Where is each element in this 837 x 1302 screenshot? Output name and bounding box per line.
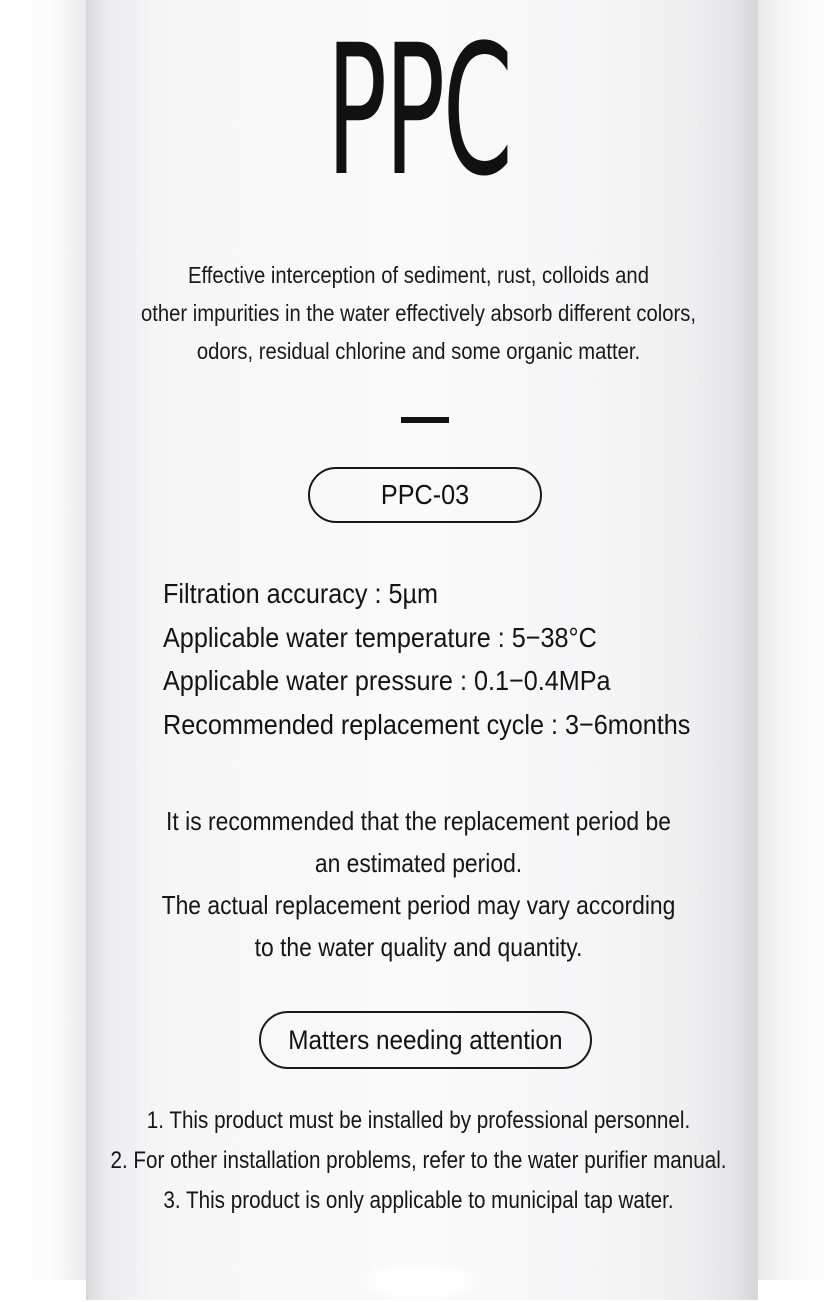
- attention-item: 2. For other installation problems, refer to the water purifier manual.: [110, 1147, 727, 1174]
- description-line: Effective interception of sediment, rust, colloids and: [188, 262, 649, 288]
- attention-list: [59, 1101, 779, 1221]
- spec-water-temperature: Applicable water temperature : 5−38°C: [163, 621, 597, 653]
- note-line: It is recommended that the replacement period be: [166, 806, 671, 836]
- spec-water-pressure: Applicable water pressure : 0.1−0.4MPa: [163, 665, 611, 696]
- spec-list: [163, 572, 690, 746]
- note-line: The actual replacement period may vary according: [161, 890, 676, 920]
- model-label: PPC-03: [380, 479, 470, 510]
- model-badge: [308, 467, 542, 523]
- note-line: an estimated period.: [314, 848, 523, 878]
- attention-label: Matters needing attention: [288, 1025, 563, 1055]
- spec-replacement-cycle: Recommended replacement cycle : 3−6months: [163, 708, 691, 740]
- spec-filtration-accuracy: Filtration accuracy : 5µm: [163, 578, 439, 609]
- description-line: other impurities in the water effectively absorb different colors,: [140, 300, 697, 326]
- replacement-note: [50, 800, 787, 968]
- product-title: PPC: [326, 7, 511, 216]
- background-left: [0, 0, 90, 1280]
- product-description: [50, 256, 787, 370]
- attention-badge: [259, 1011, 592, 1069]
- description-line: odors, residual chlorine and some organic matter.: [196, 338, 641, 364]
- background-right: [755, 0, 837, 1280]
- attention-item: 1. This product must be installed by professional personnel.: [146, 1107, 691, 1134]
- attention-item: 3. This product is only applicable to municipal tap water.: [163, 1187, 674, 1214]
- note-line: to the water quality and quantity.: [254, 932, 583, 962]
- separator-dash: [401, 417, 449, 423]
- bottom-highlight: [360, 1262, 480, 1302]
